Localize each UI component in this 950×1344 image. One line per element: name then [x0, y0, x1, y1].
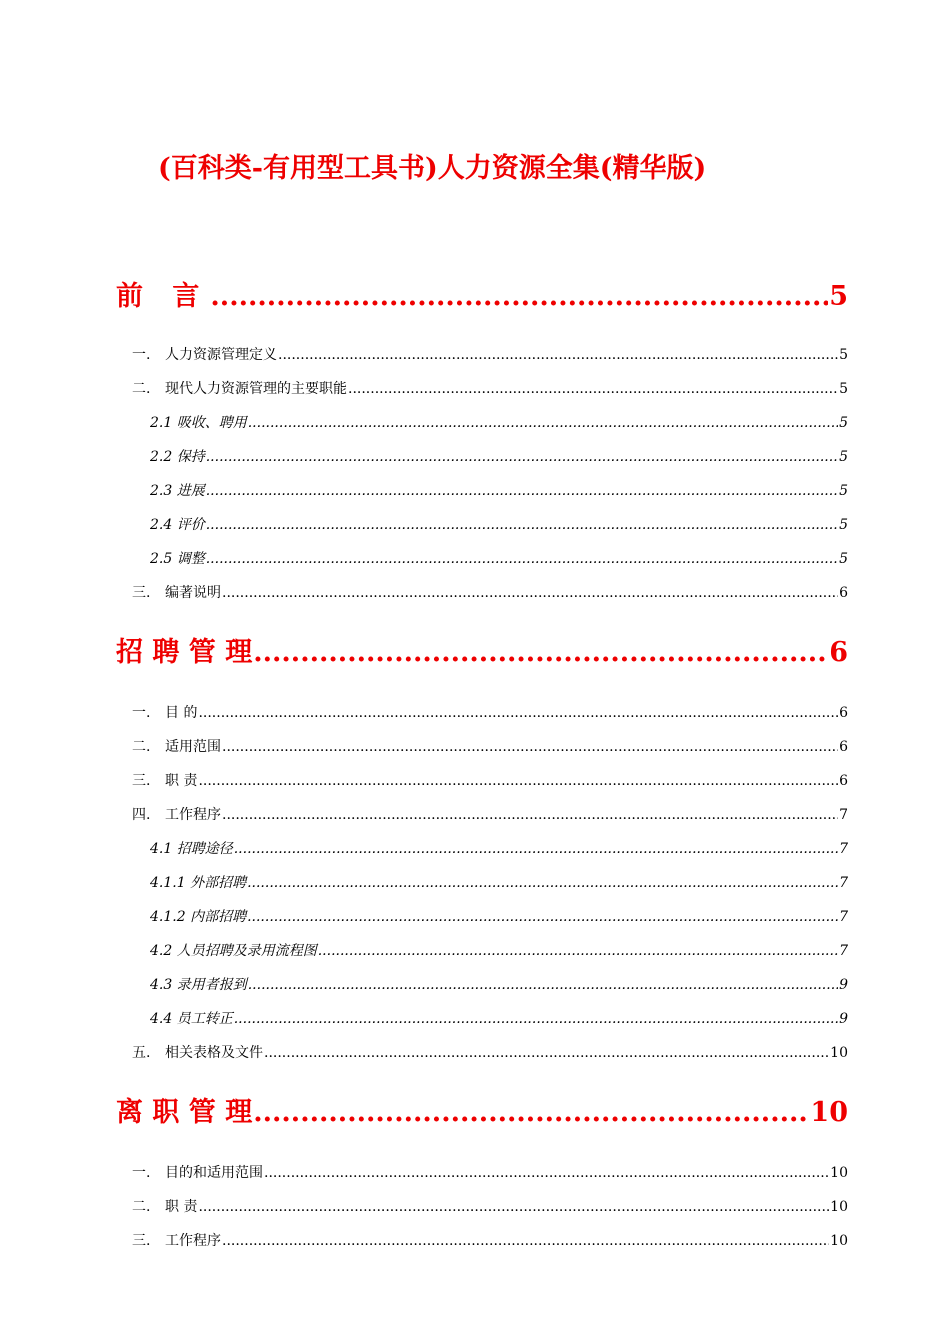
- toc-leader: [248, 977, 838, 993]
- toc-subentry-label: 4.1 招聘途径: [150, 841, 233, 857]
- toc-leader: [234, 1011, 838, 1027]
- toc-entry[interactable]: [132, 702, 848, 724]
- toc-subentry-label: 4.1.1 外部招聘: [150, 875, 247, 891]
- toc-entry-number: 三.: [132, 585, 151, 601]
- toc-page-number: 5: [839, 483, 848, 499]
- toc-entry-number: 二.: [132, 739, 151, 755]
- toc-entry-label: 相关表格及文件: [165, 1045, 263, 1061]
- toc-subentry-label: 2.5 调整: [150, 551, 205, 567]
- toc-page-number: 9: [839, 977, 848, 993]
- toc-leader: [264, 1045, 829, 1061]
- toc-leader: [206, 551, 838, 567]
- toc-entry-number: 二.: [132, 1199, 151, 1215]
- toc-page-number: 10: [830, 1045, 848, 1061]
- toc-entry-number: 五.: [132, 1045, 151, 1061]
- toc-page-number: 5: [839, 415, 848, 431]
- toc-entry-number: 三.: [132, 1233, 151, 1249]
- toc-leader: [248, 415, 838, 431]
- toc-subentry[interactable]: [150, 1008, 848, 1030]
- toc-entry-label: 人力资源管理定义: [165, 347, 277, 363]
- toc-leader: [318, 943, 838, 959]
- toc-leader: [247, 909, 838, 925]
- toc-heading-label: 前 言: [116, 281, 210, 312]
- toc-subentry-label: 2.2 保持: [150, 449, 205, 465]
- toc-subentry-label: 4.4 员工转正: [150, 1011, 233, 1027]
- toc-leader: [210, 281, 828, 312]
- toc-entry-number: 四.: [132, 807, 151, 823]
- toc-page-number: 5: [829, 281, 848, 312]
- toc-entry-label: 职 责: [165, 1199, 198, 1215]
- toc-leader: [253, 637, 828, 668]
- toc-page-number: 7: [839, 943, 848, 959]
- toc-page-number: 7: [839, 841, 848, 857]
- toc-subentry[interactable]: [150, 872, 848, 894]
- toc-leader: [198, 1199, 829, 1215]
- toc-leader: [198, 705, 838, 721]
- toc-page-number: 5: [839, 517, 848, 533]
- toc-heading-label: 离 职 管 理: [116, 1097, 253, 1128]
- toc-subentry[interactable]: [150, 480, 848, 502]
- toc-entry[interactable]: [132, 582, 848, 604]
- toc-entry-label: 工作程序: [165, 807, 221, 823]
- toc-leader: [234, 841, 838, 857]
- toc-page-number: 6: [839, 739, 848, 755]
- toc-leader: [206, 517, 838, 533]
- toc-entry-number: 一.: [132, 347, 151, 363]
- toc-page-number: 7: [839, 807, 848, 823]
- toc-entry-number: 一.: [132, 705, 151, 721]
- toc-page-number: 7: [839, 875, 848, 891]
- toc-heading-resignation[interactable]: [116, 1090, 848, 1130]
- toc-page-number: 6: [839, 773, 848, 789]
- toc-page-number: 6: [839, 585, 848, 601]
- toc-entry[interactable]: [132, 804, 848, 826]
- toc-leader: [247, 875, 838, 891]
- toc-leader: [222, 807, 838, 823]
- toc-leader: [206, 449, 838, 465]
- toc-subentry-label: 4.2 人员招聘及录用流程图: [150, 943, 317, 959]
- toc-heading-preface[interactable]: [116, 274, 848, 314]
- toc-subentry-label: 4.3 录用者报到: [150, 977, 247, 993]
- toc-heading-recruitment[interactable]: [116, 630, 848, 670]
- toc-leader: [222, 1233, 829, 1249]
- toc-page-number: 9: [839, 1011, 848, 1027]
- document-title: (百科类-有用型工具书)人力资源全集(精华版): [158, 153, 707, 184]
- toc-leader: [278, 347, 838, 363]
- toc-entry[interactable]: [132, 736, 848, 758]
- toc-page-number: 5: [839, 551, 848, 567]
- toc-leader: [253, 1097, 809, 1128]
- toc-subentry-label: 4.1.2 内部招聘: [150, 909, 247, 925]
- toc-entry[interactable]: [132, 1162, 848, 1184]
- toc-heading-label: 招 聘 管 理: [116, 637, 253, 668]
- toc-entry-label: 现代人力资源管理的主要职能: [165, 381, 347, 397]
- toc-page-number: 6: [839, 705, 848, 721]
- toc-entry-label: 编著说明: [165, 585, 221, 601]
- toc-entry-label: 目的和适用范围: [165, 1165, 263, 1181]
- toc-page-number: 5: [839, 449, 848, 465]
- toc-subentry-label: 2.3 进展: [150, 483, 205, 499]
- toc-leader: [222, 739, 838, 755]
- toc-leader: [206, 483, 838, 499]
- toc-subentry[interactable]: [150, 412, 848, 434]
- toc-entry-number: 二.: [132, 381, 151, 397]
- toc-leader: [348, 381, 838, 397]
- toc-entry-number: 一.: [132, 1165, 151, 1181]
- toc-subentry[interactable]: [150, 906, 848, 928]
- toc-entry[interactable]: [132, 378, 848, 400]
- toc-subentry[interactable]: [150, 940, 848, 962]
- toc-subentry[interactable]: [150, 838, 848, 860]
- toc-page-number: 6: [829, 637, 848, 668]
- toc-page-number: 10: [830, 1233, 848, 1249]
- toc-subentry[interactable]: [150, 514, 848, 536]
- toc-page-number: 5: [839, 381, 848, 397]
- toc-subentry[interactable]: [150, 446, 848, 468]
- toc-page-number: 7: [839, 909, 848, 925]
- toc-subentry[interactable]: [150, 548, 848, 570]
- toc-subentry-label: 2.1 吸收、聘用: [150, 415, 247, 431]
- toc-entry[interactable]: [132, 344, 848, 366]
- toc-entry[interactable]: [132, 1196, 848, 1218]
- toc-entry[interactable]: [132, 1042, 848, 1064]
- toc-entry-label: 目 的: [165, 705, 198, 721]
- toc-entry-label: 适用范围: [165, 739, 221, 755]
- toc-page-number: 10: [810, 1097, 848, 1128]
- toc-entry-number: 三.: [132, 773, 151, 789]
- toc-subentry[interactable]: [150, 974, 848, 996]
- toc-page-number: 10: [830, 1165, 848, 1181]
- toc-entry[interactable]: [132, 770, 848, 792]
- toc-leader: [264, 1165, 829, 1181]
- toc-entry-label: 工作程序: [165, 1233, 221, 1249]
- toc-entry-label: 职 责: [165, 773, 198, 789]
- toc-leader: [222, 585, 838, 601]
- toc-subentry-label: 2.4 评价: [150, 517, 205, 533]
- toc-page-number: 10: [830, 1199, 848, 1215]
- toc-leader: [198, 773, 838, 789]
- toc-entry[interactable]: [132, 1230, 848, 1252]
- toc-page-number: 5: [839, 347, 848, 363]
